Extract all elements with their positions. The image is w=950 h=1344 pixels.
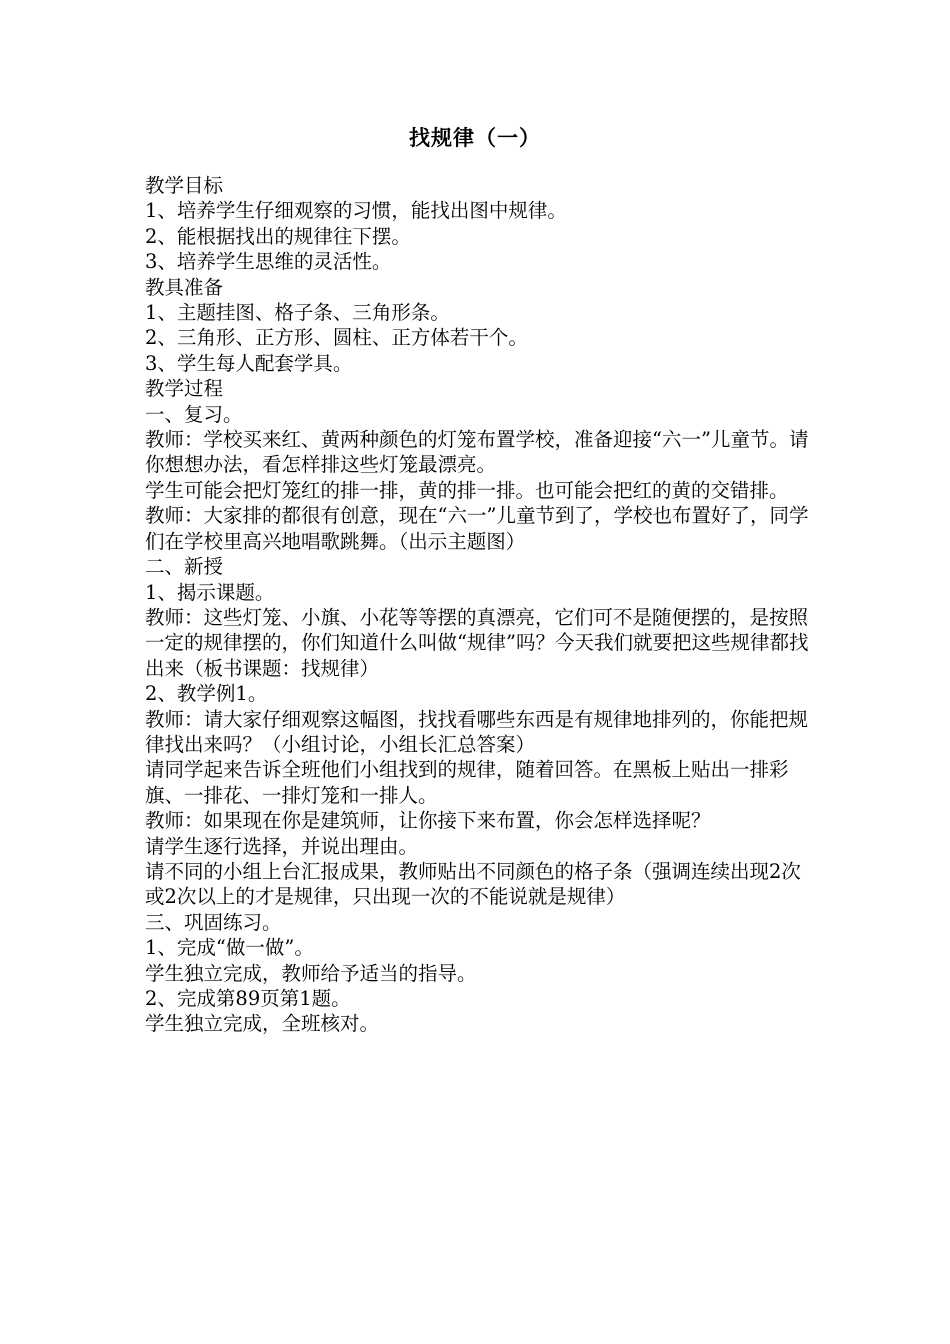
paragraph: 教师：请大家仔细观察这幅图，找找看哪些东西是有规律地排列的，你能把规律找出来吗？（小组讨论，小组长汇总答案） bbox=[145, 707, 809, 756]
paragraph: 学生独立完成，全班核对。 bbox=[145, 1012, 380, 1036]
document-title: 找规律（一） bbox=[409, 125, 541, 150]
paragraph: 学生独立完成，教师给予适当的指导。 bbox=[145, 961, 477, 985]
paragraph: 请同学起来告诉全班他们小组找到的规律，随着回答。在黑板上贴出一排彩旗、一排花、一排灯笼和一排人。 bbox=[145, 758, 789, 807]
paragraph: 三、巩固练习。 bbox=[145, 910, 282, 934]
paragraph: 1、完成“做一做”。 bbox=[145, 936, 314, 960]
paragraph: 请不同的小组上台汇报成果，教师贴出不同颜色的格子条（强调连续出现2次或2次以上的才是规律，只出现一次的不能说就是规律） bbox=[145, 859, 801, 909]
paragraph: 学生可能会把灯笼红的排一排，黄的排一排。也可能会把红的黄的交错排。 bbox=[145, 478, 789, 502]
paragraph: 教师：学校买来红、黄两种颜色的灯笼布置学校，准备迎接“六一”儿童节。请你想想办法，看怎样排这些灯笼最漂亮。 bbox=[145, 428, 809, 477]
paragraph: 2、三角形、正方形、圆柱、正方体若干个。 bbox=[145, 326, 528, 350]
paragraph: 1、主题挂图、格子条、三角形条。 bbox=[145, 301, 450, 325]
paragraph: 2、完成第89页第1题。 bbox=[145, 987, 351, 1010]
document-body bbox=[145, 173, 810, 1037]
section-heading-process: 教学过程 bbox=[145, 377, 224, 401]
paragraph: 2、能根据找出的规律往下摆。 bbox=[145, 224, 411, 248]
paragraph: 二、新授 bbox=[145, 555, 224, 579]
paragraph: 教师：大家排的都很有创意，现在“六一”儿童节到了，学校也布置好了，同学们在学校里高兴地唱歌跳舞。（出示主题图） bbox=[145, 504, 809, 553]
paragraph: 1、揭示课题。 bbox=[145, 580, 275, 604]
section-heading-materials: 教具准备 bbox=[145, 275, 224, 299]
paragraph: 3、培养学生思维的灵活性。 bbox=[145, 250, 392, 274]
paragraph: 1、培养学生仔细观察的习惯，能找出图中规律。 bbox=[145, 199, 567, 223]
paragraph: 教师：这些灯笼、小旗、小花等等摆的真漂亮，它们可不是随便摆的，是按照一定的规律摆的，你们知道什么叫做“规律”吗？今天我们就要把这些规律都找出来（板书课题：找规律） bbox=[145, 605, 809, 680]
paragraph: 2、教学例1。 bbox=[145, 682, 268, 706]
paragraph: 请学生逐行选择，并说出理由。 bbox=[145, 834, 419, 858]
paragraph: 一、复习。 bbox=[145, 402, 243, 426]
paragraph: 3、学生每人配套学具。 bbox=[145, 351, 353, 375]
paragraph: 教师：如果现在你是建筑师，让你接下来布置，你会怎样选择呢？ bbox=[145, 809, 711, 833]
section-heading-objectives: 教学目标 bbox=[145, 174, 224, 197]
